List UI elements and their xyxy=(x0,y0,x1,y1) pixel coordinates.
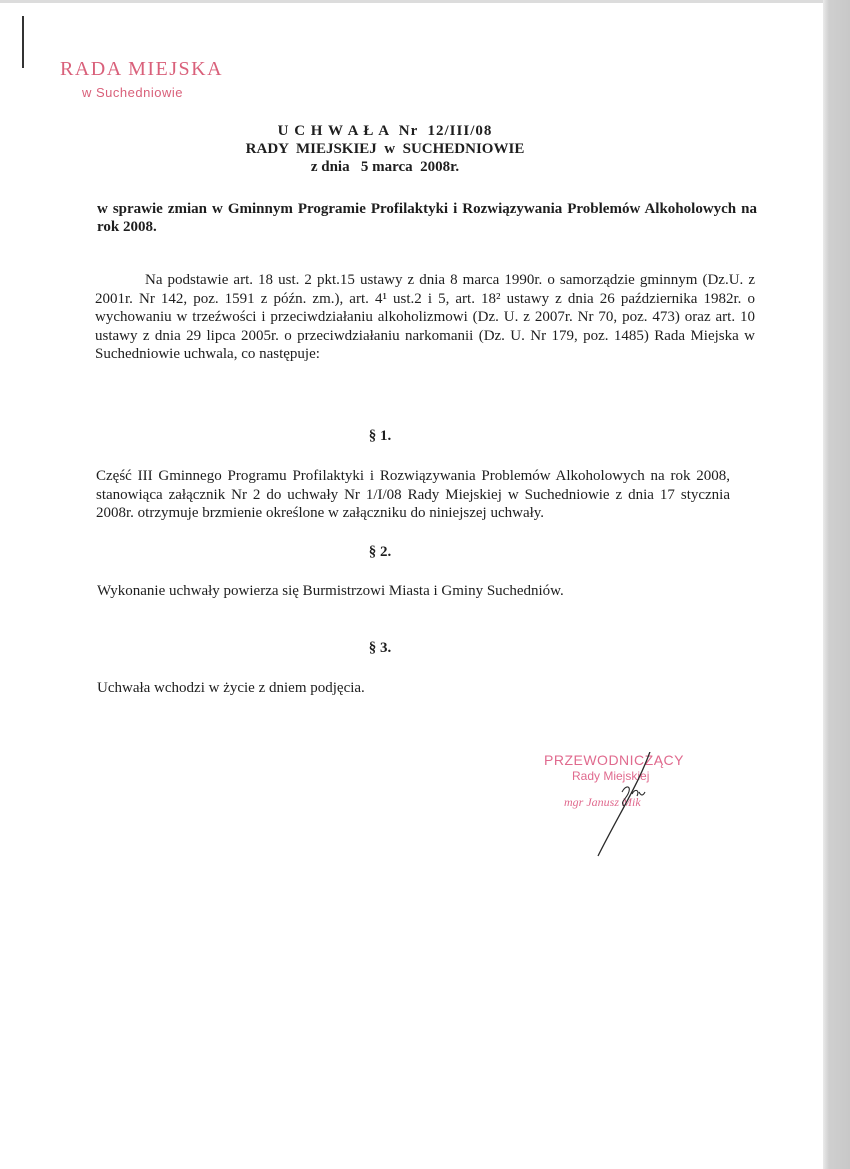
resolution-date: z dnia 5 marca 2008r. xyxy=(310,159,460,175)
paragraph-3-heading: § 3. xyxy=(368,640,392,656)
scan-top-edge xyxy=(0,0,850,3)
margin-mark xyxy=(22,16,24,68)
resolution-council: RADY MIEJSKIEJ w SUCHEDNIOWIE xyxy=(245,141,525,157)
council-stamp-line1: RADA MIEJSKA xyxy=(60,58,224,80)
paragraph-3-text: Uchwała wchodzi w życie z dniem podjęcia. xyxy=(97,680,365,696)
chairman-stamp-name: mgr Janusz Mik xyxy=(564,795,641,809)
chairman-signature-stamp xyxy=(540,752,700,842)
paragraph-1-heading: § 1. xyxy=(368,428,392,444)
paragraph-2-heading: § 2. xyxy=(368,544,392,560)
paragraph-2-text: Wykonanie uchwały powierza się Burmistrzowi Miasta i Gminy Suchedniów. xyxy=(97,583,564,599)
handwritten-signature-icon xyxy=(540,752,700,862)
legal-basis: Na podstawie art. 18 ust. 2 pkt.15 ustawy z dnia 8 marca 1990r. o samorządzie gminnym (Dz.U. z 2001r. Nr 142, poz. 1591 z późn. zm.), art. 4¹ ust.2 i 5, art. 18² ustawy z dnia 26 października 1982r. o wychowaniu w trzeźwości i przeciwdziałaniu alkoholizmowi (Dz. U. z 2007r. Nr 70, poz. 473) oraz art. 10 ustawy z dnia 29 lipca 2005r. o przeciwdziałaniu narkomanii (Dz. U. Nr 179, poz. 1485) Rada Miejska w Suchedniowie uchwala, co następuje: xyxy=(95,272,755,363)
resolution-subject: w sprawie zmian w Gminnym Programie Profilaktyki i Rozwiązywania Problemów Alkoholowych na rok 2008. xyxy=(97,201,757,235)
paragraph-1-text: Część III Gminnego Programu Profilaktyki i Rozwiązywania Problemów Alkoholowych na rok 2008, stanowiąca załącznik Nr 2 do uchwały Nr 1/I/08 Rady Miejskiej w Suchedniowie z dnia 17 stycznia 2008r. otrzymuje brzmienie określone w załączniku do niniejszej uchwały. xyxy=(96,468,730,522)
council-stamp-line2: w Suchedniowie xyxy=(82,85,183,100)
scan-right-edge xyxy=(823,0,850,1169)
chairman-stamp-body: Rady Miejskiej xyxy=(572,769,650,783)
council-stamp xyxy=(60,58,223,100)
chairman-stamp-title: PRZEWODNICZĄCY xyxy=(544,752,684,768)
resolution-number: U C H W A Ł A Nr 12/III/08 xyxy=(277,123,493,139)
resolution-title xyxy=(0,122,770,176)
